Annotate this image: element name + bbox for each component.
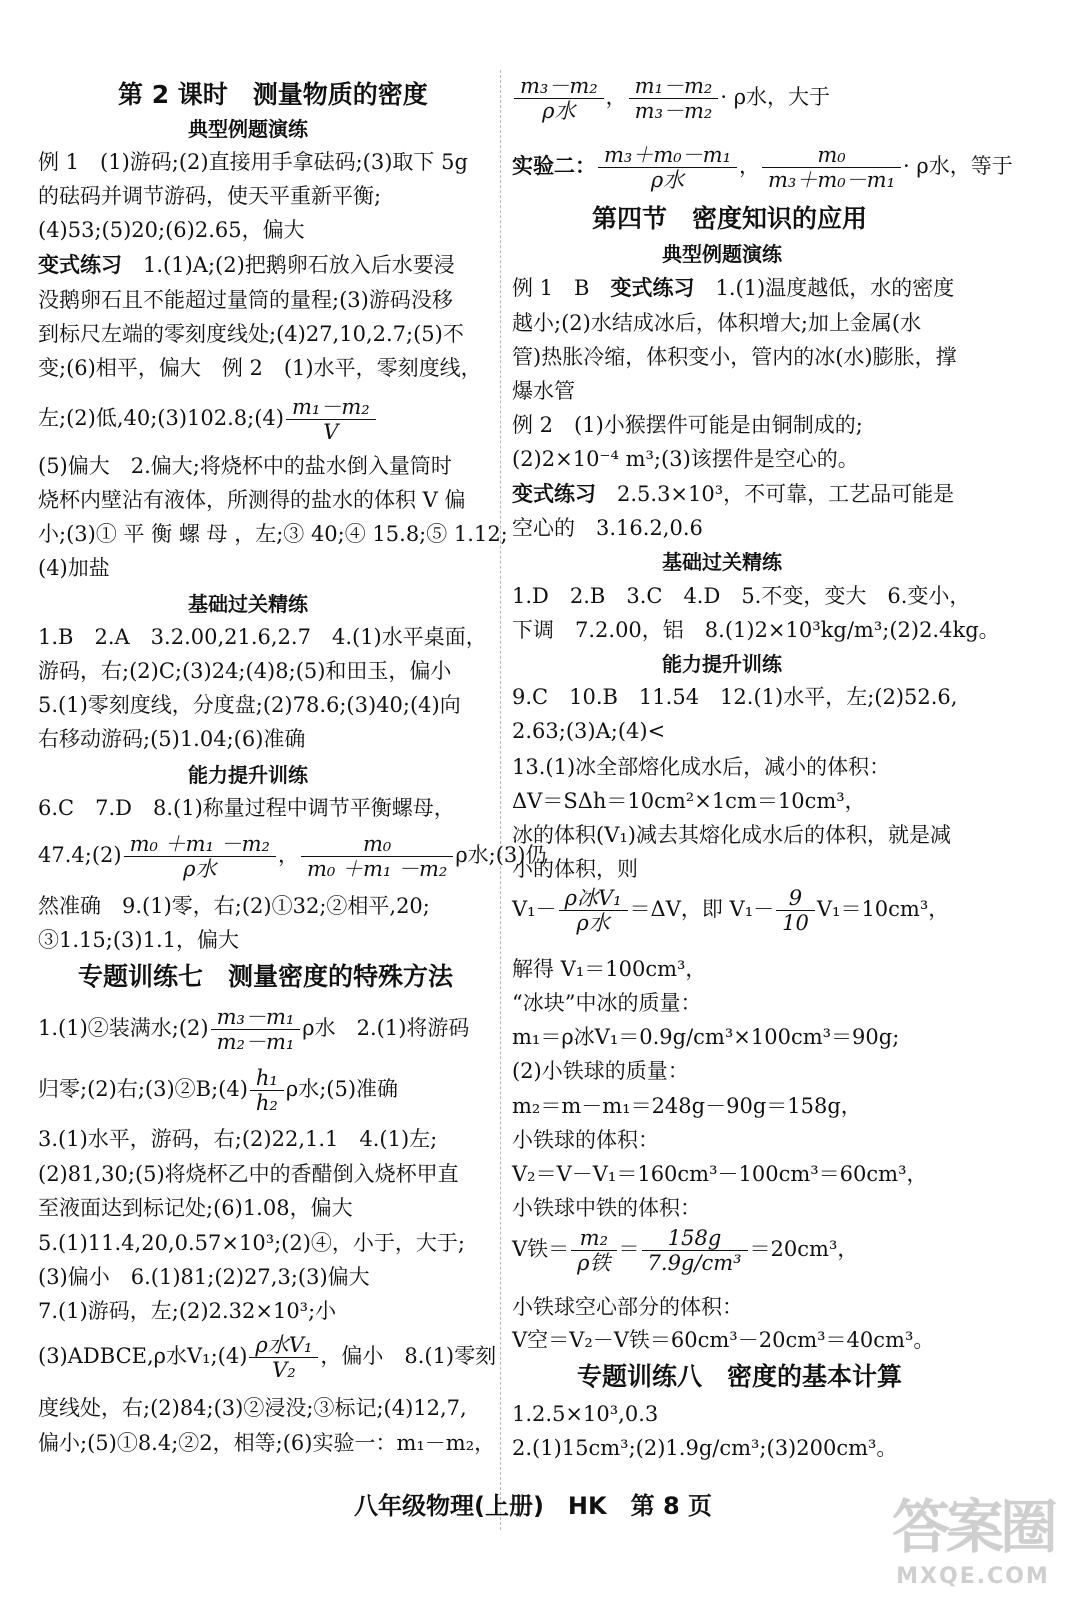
text-line: 1.B 2.A 3.2.00,21.6,2.7 4.(1)水平桌面， [38,625,487,649]
text-line: 然准确 9.(1)零，右;(2)①32;②相平,20; [38,894,430,918]
text-line: (2)2×10⁻⁴ m³;(3)该摆件是空心的。 [512,447,859,471]
text: 1.(1)A;(2)把鹅卵石放入后水要浸 [122,253,455,277]
fraction [642,1226,748,1275]
text: ， [277,843,299,868]
text-line: 爆水管 [512,379,575,403]
text: V铁＝ [512,1237,570,1262]
formula-line [38,395,378,444]
text: ＝ [618,1237,640,1262]
text-line: 2.(1)15cm³;(2)1.9g/cm³;(3)200cm³。 [512,1436,898,1460]
section-title: 第 2 课时 测量物质的密度 [118,80,428,109]
numerator: m₀ [301,832,453,857]
text: ρ水 2.(1)将游码 [302,1016,470,1041]
text-line: 例 2 (1)小猴摆件可能是由铜制成的; [512,413,863,437]
fraction [762,143,901,192]
watermark-logo: 答案圈 [891,1493,1054,1561]
fraction [250,1066,284,1115]
fraction [249,1333,318,1382]
text-line: 5.(1)零刻度线，分度盘;(2)78.6;(3)40;(4)向 [38,693,461,717]
text: 1.(1)温度越低，水的密度 [694,276,955,300]
numerator: m₃－m₁ [211,1005,301,1030]
subsection-title: 基础过关精练 [188,592,308,616]
text-line: V空＝V₂－V铁＝60cm³－20cm³＝40cm³。 [512,1328,935,1352]
text-line: (4)53;(5)20;(6)2.65，偏大 [38,218,305,242]
formula-line [512,1226,858,1275]
numerator: 9 [776,886,815,911]
numerator: m₃＋m₀－m₁ [598,143,737,168]
text: ， [739,154,760,179]
text-line [512,482,954,507]
denominator: ρ水 [183,857,217,882]
text-line: 度线处，右;(2)84;(3)②浸没;③标记;(4)12,7, [38,1396,467,1420]
text-line: 9.C 10.B 11.54 12.(1)水平，左;(2)52.6, [512,685,958,709]
formula-line [512,886,949,935]
text: 归零;(2)右;(3)②B;(4) [38,1077,248,1102]
text: ， [605,85,627,110]
text-line: 7.(1)游码，左;(2)2.32×10³;小 [38,1299,337,1323]
text-line: ③1.15;(3)1.1，偏大 [38,928,239,952]
denominator: m₂－m₁ [216,1030,295,1055]
fraction [211,1005,301,1054]
fraction [559,886,628,935]
fraction [301,832,453,881]
text: ，偏小 8.(1)零刻 [320,1344,497,1369]
text-line: ΔV＝SΔh＝10cm²×1cm＝10cm³， [512,789,866,813]
formula-line [38,1066,398,1115]
text-line: (3)偏小 6.(1)81;(2)27,3;(3)偏大 [38,1265,370,1289]
denominator: ρ铁 [577,1251,611,1276]
numerator: h₁ [250,1066,284,1091]
numerator: m₀ ＋m₁ －m₂ [124,832,276,857]
denominator: ρ水 [542,99,576,124]
subsection-title: 能力提升训练 [662,652,782,676]
watermark-text: MXQE.COM [896,1564,1050,1589]
section-title: 第四节 密度知识的应用 [592,204,868,233]
fraction [629,74,719,123]
text-line: m₁＝ρ冰V₁＝0.9g/cm³×100cm³＝90g; [512,1025,900,1049]
text: V₁－ [512,897,557,922]
text-line: 1.2.5×10³,0.3 [512,1402,659,1426]
text: ρ水;(5)准确 [285,1077,399,1102]
denominator: ρ水 [650,168,685,193]
text-line: 小铁球的体积： [512,1128,659,1152]
text-line [38,253,455,278]
denominator: ρ水 [576,911,610,936]
numerator: ρ水V₁ [249,1333,318,1358]
text: · ρ水，等于 [903,154,1013,179]
fraction [776,886,815,935]
numerator: 158g [642,1226,748,1251]
text-line [512,276,954,301]
text-line: 管)热胀冷缩，体积变小，管内的冰(水)膨胀，撑 [512,345,957,369]
formula-line [38,1005,469,1054]
label-bold: 变式练习 [38,253,122,277]
text-line: 3.(1)水平，游码，右;(2)22,1.1 4.(1)左; [38,1127,438,1151]
text-line: V₂＝V－V₁＝160cm³－100cm³＝60cm³， [512,1162,928,1186]
fraction [571,1226,616,1275]
column-divider [500,70,501,1530]
label-bold: 变式练习 [512,482,596,506]
text-line: 5.(1)11.4,20,0.57×10³;(2)④，小于，大于; [38,1231,466,1255]
subsection-title: 典型例题演练 [188,117,308,141]
numerator: m₁－m₂ [629,74,719,99]
text-line: 小铁球空心部分的体积： [512,1295,743,1319]
text-line: 至液面达到标记处;(6)1.08，偏大 [38,1196,353,1220]
text-line: 烧杯内壁沾有液体，所测得的盐水的体积 V 偏 [38,488,466,512]
section-title: 专题训练七 测量密度的特殊方法 [78,962,454,991]
denominator: m₃＋m₀－m₁ [768,168,895,193]
formula-line [38,832,546,881]
text-line: 解得 V₁＝100cm³， [512,957,707,981]
text-line: 越小;(2)水结成冰后，体积增大;加上金属(水 [512,311,922,335]
text: 47.4;(2) [38,843,122,868]
text-line: 右移动游码;(5)1.04;(6)准确 [38,727,306,751]
denominator: 7.9g/cm³ [647,1251,742,1276]
numerator: m₂ [571,1226,616,1251]
numerator: ρ冰V₁ [559,886,628,911]
fraction [286,395,376,444]
text: · ρ水，大于 [720,85,831,110]
text-line: (4)加盐 [38,556,110,580]
text-line: 小;(3)① 平 衡 螺 母 ，左;③ 40;④ 15.8;⑤ 1.12; [38,522,508,546]
page-footer: 八年级物理(上册) HK 第 8 页 [353,1492,713,1520]
text-line: 小铁球中铁的体积： [512,1196,701,1220]
formula-line [512,74,830,123]
text-line: m₂＝m－m₁＝248g－90g＝158g， [512,1094,862,1118]
text: 1.(1)②装满水;(2) [38,1016,209,1041]
text-line: “冰块”中冰的质量： [512,991,702,1015]
text-line: (5)偏大 2.偏大;将烧杯中的盐水倒入量筒时 [38,454,452,478]
subsection-title: 典型例题演练 [662,242,782,266]
fraction [598,143,737,192]
text: ＝ΔV，即 V₁－ [629,897,775,922]
text-line: 冰的体积(V₁)减去其熔化成水后的体积，就是减 [512,823,951,847]
subsection-title: 基础过关精练 [662,550,782,574]
text: ＝20cm³， [749,1237,859,1262]
text-line: 空心的 3.16.2,0.6 [512,516,703,540]
numerator: m₁－m₂ [286,395,376,420]
fraction [124,832,276,881]
text-line: 例 1 (1)游码;(2)直接用手拿砝码;(3)取下 5g [38,150,468,174]
label-bold: 实验二： [512,154,596,179]
text-line: (2)小铁球的质量： [512,1059,689,1083]
label-bold: 变式练习 [610,276,695,300]
text: ρ水;(3)仍 [455,843,547,868]
fraction [514,74,604,123]
numerator: m₃－m₂ [514,74,604,99]
text: 2.5.3×10³，不可靠，工艺品可能是 [596,482,955,506]
text-line: 的砝码并调节游码，使天平重新平衡; [38,184,382,208]
denominator: V₂ [272,1358,296,1383]
text: V₁＝10cm³， [816,897,950,922]
text-line: 6.C 7.D 8.(1)称量过程中调节平衡螺母， [38,796,455,820]
numerator: m₀ [762,143,901,168]
text-line: 游码，右;(2)C;(3)24;(4)8;(5)和田玉，偏小 [38,659,452,683]
formula-line [512,143,1013,192]
text-line: 小的体积，则 [512,857,638,881]
subsection-title: 能力提升训练 [188,763,308,787]
denominator: 10 [782,911,809,936]
text-line: 没鹅卵石且不能超过量筒的量程;(3)游码没移 [38,288,453,312]
text-line: 变;(6)相平，偏大 例 2 (1)水平，零刻度线， [38,356,482,380]
denominator: m₀ ＋m₁ －m₂ [306,857,448,882]
denominator: V [323,420,339,445]
section-title: 专题训练八 密度的基本计算 [577,1362,903,1391]
text: (3)ADBCE,ρ水V₁;(4) [38,1344,248,1369]
text-line: 1.D 2.B 3.C 4.D 5.不变，变大 6.变小， [512,584,971,608]
text-line: 13.(1)冰全部熔化成水后，减小的体积： [512,755,891,779]
text-line: 偏小;(5)①8.4;②2，相等;(6)实验一：m₁－m₂， [38,1431,496,1455]
formula-line [38,1333,496,1382]
text-line: 下调 7.2.00，铝 8.(1)2×10³kg/m³;(2)2.4kg。 [512,618,1000,642]
text-line: (2)81,30;(5)将烧杯乙中的香醋倒入烧杯甲直 [38,1162,459,1186]
text-line: 到标尺左端的零刻度线处;(4)27,10,2.7;(5)不 [38,322,464,346]
denominator: h₂ [255,1091,278,1116]
text: 左;(2)低,40;(3)102.8;(4) [38,406,284,431]
watermark [892,1480,1054,1589]
text: 例 1 B [512,276,611,300]
text-line: 2.63;(3)A;(4)< [512,719,666,743]
denominator: m₃－m₂ [634,99,713,124]
